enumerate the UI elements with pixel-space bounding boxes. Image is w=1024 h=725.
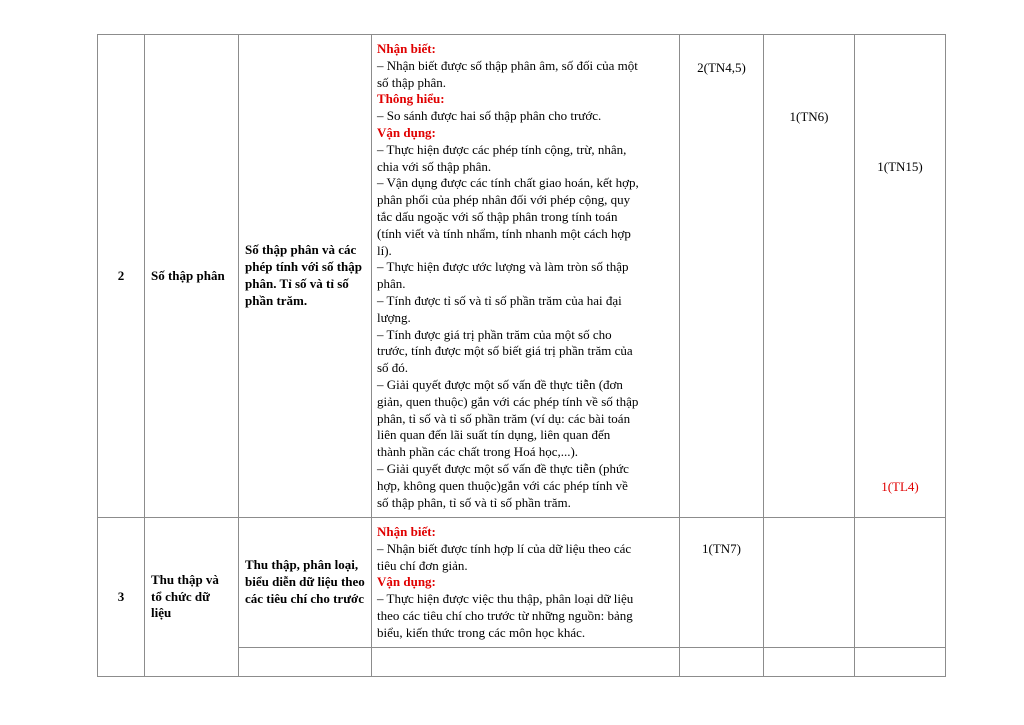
level-heading: Nhận biết: [377, 524, 436, 539]
requirement-line: – Tính được tỉ số và tỉ số phần trăm của hai đại [377, 292, 622, 308]
requirement-line: – Thực hiện được các phép tính cộng, trừ, nhân, [377, 141, 627, 157]
requirement-line: phân, tỉ số và tỉ số phần trăm (ví dụ: các bài toán [377, 410, 631, 426]
requirement-line: chia với số thập phân. [377, 158, 492, 174]
requirement-line: – So sánh được hai số thập phân cho trước. [377, 108, 602, 124]
level-heading: Vận dụng: [377, 574, 436, 590]
level-cell-thong-hieu [764, 518, 855, 648]
level-cell-van-dung [855, 35, 946, 518]
level-heading: Vận dụng: [377, 124, 436, 140]
requirement-line: – Nhận biết được số thập phân âm, số đối của một [377, 57, 638, 73]
content-cell: Thu thập, phân loại, biểu diễn dữ liệu theo các tiêu chí cho trước [239, 518, 372, 648]
requirement-line: tắc dấu ngoặc với số thập phân trong tính toán [377, 208, 618, 224]
row-number: 2 [98, 35, 145, 518]
table-row [98, 518, 946, 648]
level-cell-thong-hieu [764, 35, 855, 518]
requirement-line: tiêu chí đơn giản. [377, 557, 468, 573]
level-cell-nhan-biet [680, 35, 764, 518]
requirement-line: biểu, kiến thức trong các môn học khác. [377, 624, 586, 640]
requirement-line: theo các tiêu chí cho trước từ những nguồn: bảng [377, 607, 633, 623]
empty-cell [680, 648, 764, 677]
level-cell-van-dung [855, 518, 946, 648]
requirement-line: – Giải quyết được một số vấn đề thực tiễn (đơn [377, 376, 623, 392]
requirement-line: lượng. [377, 309, 411, 325]
question-count: 1(TN15) [877, 159, 923, 174]
requirement-line: lí). [377, 242, 392, 258]
empty-cell [372, 648, 680, 677]
question-count: 2(TN4,5) [697, 60, 746, 75]
topic-cell: Thu thập và tổ chức dữ liệu [145, 518, 239, 677]
requirement-line: giản, quen thuộc) gắn với các phép tính về số thập [377, 393, 639, 409]
requirement-line: – Vận dụng được các tính chất giao hoán, kết hợp, [377, 175, 639, 191]
requirement-line: thành phần các chất trong Hoá học,...). [377, 444, 579, 460]
specification-table [97, 34, 946, 677]
requirement-line: – Giải quyết được một số vấn đề thực tiễn (phức [377, 460, 629, 476]
requirements-cell [372, 35, 680, 518]
requirement-line: trước, tính được một số biết giá trị phần trăm của [377, 343, 633, 359]
requirement-line: số đó. [377, 360, 409, 376]
requirement-line: – Thực hiện được việc thu thập, phân loại dữ liệu [377, 591, 634, 607]
question-count: 1(TN7) [702, 541, 741, 556]
level-cell-nhan-biet [680, 518, 764, 648]
question-count: 1(TN6) [789, 109, 829, 124]
requirement-line: (tính viết và tính nhẩm, tính nhanh một cách hợp [377, 225, 631, 241]
requirement-line: – Tính được giá trị phần trăm của một số cho [377, 326, 612, 342]
empty-cell [239, 648, 372, 677]
empty-cell [764, 648, 855, 677]
question-count-high: 1(TL4) [881, 479, 919, 494]
requirement-line: – Nhận biết được tính hợp lí của dữ liệu theo các [377, 540, 632, 556]
row-number: 3 [98, 518, 145, 677]
requirement-line: phân. [377, 276, 406, 292]
empty-cell [855, 648, 946, 677]
requirement-line: phân phối của phép nhân đối với phép cộng, quy [377, 192, 631, 208]
requirement-line: số thập phân. [377, 74, 446, 90]
topic-cell: Số thập phân [145, 35, 239, 518]
requirements-cell [372, 518, 680, 648]
requirement-line: số thập phân, tỉ số và tỉ số phần trăm. [377, 494, 571, 510]
requirement-line: hợp, không quen thuộc)gắn với các phép tính về [377, 477, 628, 493]
table-row [98, 35, 946, 518]
level-heading: Thông hiểu: [377, 91, 445, 107]
content-cell: Số thập phân và các phép tính với số thập phân. Tỉ số và tỉ số phần trăm. [239, 35, 372, 518]
level-heading: Nhận biết: [377, 41, 436, 56]
requirement-line: liên quan đến lãi suất tín dụng, liên quan đến [377, 427, 611, 443]
requirement-line: – Thực hiện được ước lượng và làm tròn số thập [377, 259, 629, 275]
